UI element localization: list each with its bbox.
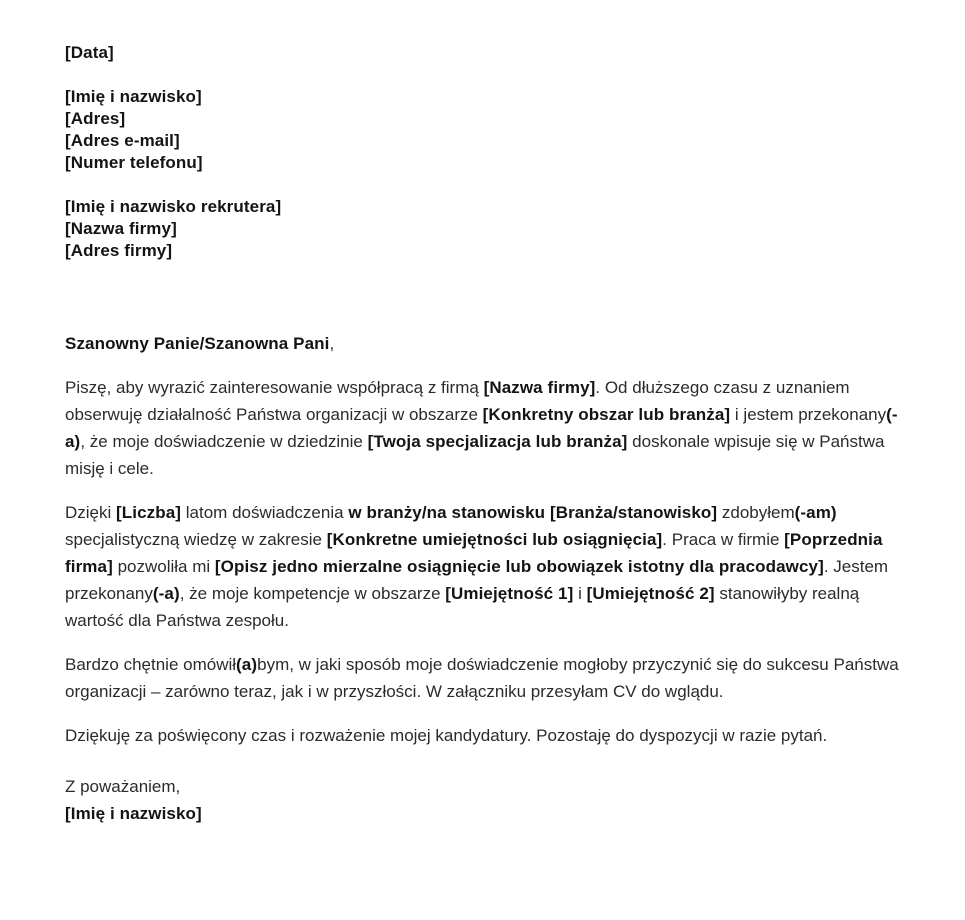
date-block bbox=[65, 42, 900, 64]
text-run: , bbox=[329, 334, 335, 353]
company-name-placeholder: [Nazwa firmy] bbox=[65, 219, 177, 238]
text-run: Dzięki bbox=[65, 503, 117, 522]
text-run: . Praca w firmie bbox=[662, 530, 785, 549]
text-run: pozwoliła mi bbox=[112, 557, 215, 576]
text-run: specjalistyczną wiedzę w zakresie bbox=[65, 530, 327, 549]
sender-phone-placeholder: [Numer telefonu] bbox=[65, 153, 203, 172]
paragraph-thanks bbox=[65, 722, 900, 749]
sender-name-placeholder: [Imię i nazwisko] bbox=[65, 87, 202, 106]
text-run: Piszę, aby wyrazić zainteresowanie współpracą z firmą bbox=[65, 378, 484, 397]
company-address-placeholder: [Adres firmy] bbox=[65, 241, 173, 260]
bold-placeholder-run: [Umiejętność 2] bbox=[586, 584, 715, 603]
text-run: bym, w jaki sposób moje doświadczenie mogłoby przyczynić się do sukcesu Państwa organizacji – zarówno teraz, jak i w przyszłości. W załączniku przesyłam CV do wglądu. bbox=[65, 655, 899, 701]
bold-placeholder-run: Szanowny Panie/Szanowna Pani bbox=[65, 334, 330, 353]
bold-placeholder-run: (-am) bbox=[794, 503, 837, 522]
sender-address-placeholder: [Adres] bbox=[65, 109, 126, 128]
bold-placeholder-run: [Poprzednia firma] bbox=[65, 530, 883, 576]
paragraph-intro bbox=[65, 374, 900, 482]
sender-contact-block bbox=[65, 86, 900, 174]
bold-placeholder-run: [Umiejętność 1] bbox=[445, 584, 574, 603]
bold-placeholder-run: (-a) bbox=[152, 584, 180, 603]
text-run: stanowiłyby realną wartość dla Państwa zespołu. bbox=[65, 584, 860, 630]
text-run: , że moje doświadczenie w dziedzinie bbox=[80, 432, 368, 451]
text-run: , że moje kompetencje w obszarze bbox=[179, 584, 446, 603]
bold-placeholder-run: [Liczba] bbox=[116, 503, 182, 522]
paragraph-motivation bbox=[65, 651, 900, 705]
signoff-line: Z poważaniem, bbox=[65, 777, 181, 796]
bold-placeholder-run: [Nazwa firmy] bbox=[483, 378, 596, 397]
bold-placeholder-run: [Opisz jedno mierzalne osiągnięcie lub obowiązek istotny dla pracodawcy] bbox=[214, 557, 824, 576]
sender-email-placeholder: [Adres e-mail] bbox=[65, 131, 180, 150]
paragraph-experience bbox=[65, 499, 900, 634]
bold-placeholder-run: [Twoja specjalizacja lub branża] bbox=[367, 432, 628, 451]
text-run: . Od dłuższego czasu z uznaniem obserwuję działalność Państwa organizacji w obszarze bbox=[65, 378, 850, 424]
text-run: zdobyłem bbox=[717, 503, 795, 522]
signature-placeholder: [Imię i nazwisko] bbox=[65, 804, 202, 823]
text-run: latom doświadczenia bbox=[181, 503, 349, 522]
text-run: doskonale wpisuje się w Państwa misję i cele. bbox=[65, 432, 885, 478]
text-run: i jestem przekonany bbox=[730, 405, 887, 424]
date-placeholder: [Data] bbox=[65, 43, 114, 62]
bold-placeholder-run: (a) bbox=[236, 655, 258, 674]
salutation-line bbox=[65, 330, 900, 357]
closing-block bbox=[65, 773, 900, 827]
text-run: Bardzo chętnie omówił bbox=[65, 655, 237, 674]
text-run: Dziękuję za poświęcony czas i rozważenie mojej kandydatury. Pozostaję do dyspozycji w razie pytań. bbox=[65, 726, 828, 745]
bold-placeholder-run: (-a) bbox=[65, 405, 898, 451]
text-run: i bbox=[573, 584, 587, 603]
recruiter-name-placeholder: [Imię i nazwisko rekrutera] bbox=[65, 197, 282, 216]
bold-placeholder-run: [Konkretne umiejętności lub osiągnięcia] bbox=[326, 530, 663, 549]
bold-placeholder-run: w branży/na stanowisku [Branża/stanowisko] bbox=[348, 503, 718, 522]
text-run: . Jestem przekonany bbox=[65, 557, 889, 603]
recipient-block bbox=[65, 196, 900, 262]
bold-placeholder-run: [Konkretny obszar lub branża] bbox=[482, 405, 731, 424]
